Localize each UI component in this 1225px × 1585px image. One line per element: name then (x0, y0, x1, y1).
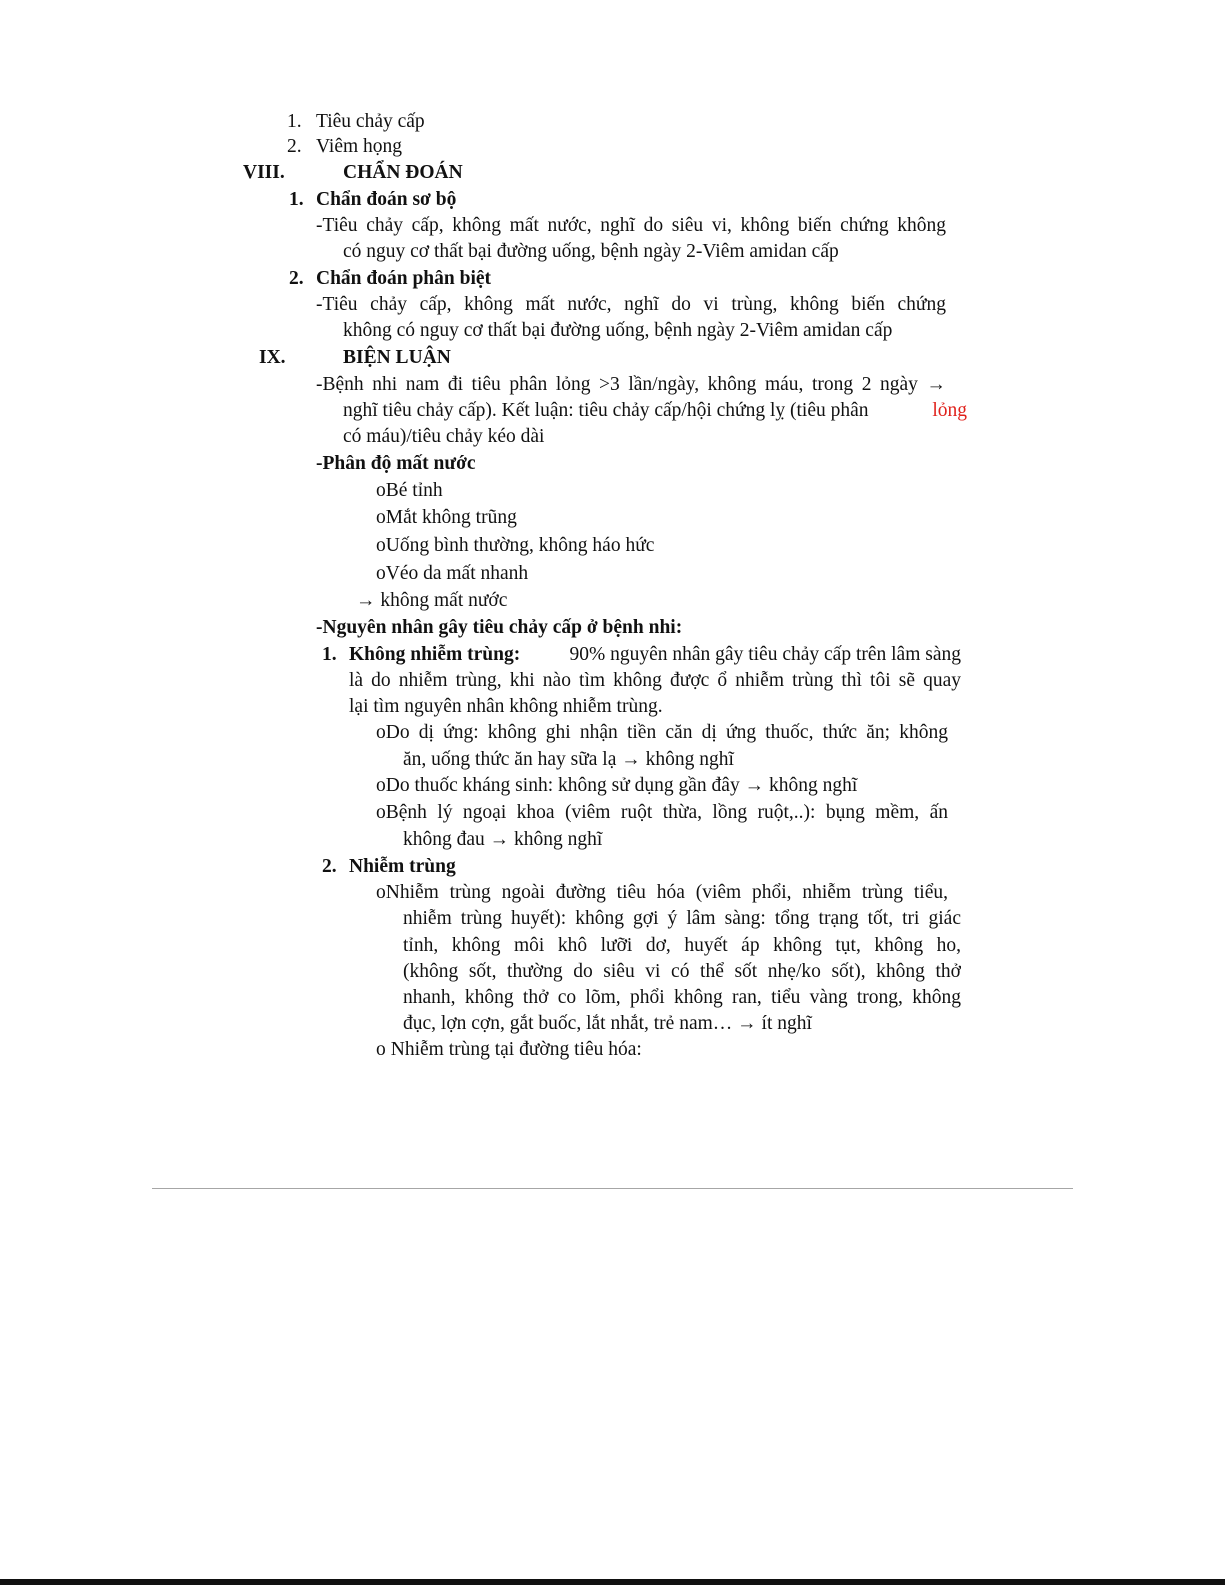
subsection-heading: Nhiễm trùng (349, 856, 456, 877)
paragraph-line: nhiễm trùng huyết): không gợi ý lâm sàng: tổng trạng tốt, tri giác (403, 908, 961, 929)
paragraph-line: đục, lợn cợn, gắt buốc, lắt nhắt, trẻ nam… → ít nghĩ (403, 1013, 812, 1034)
bullet-icon: o (376, 882, 386, 903)
conclusion-line: → không mất nước (356, 590, 508, 611)
bullet-item: o Nhiễm trùng ngoài đường tiêu hóa (viêm phổi, nhiễm trùng tiểu, (376, 882, 948, 903)
list-item: Viêm họng (316, 136, 403, 157)
bullet-icon: o (376, 722, 386, 743)
paragraph-line: -Tiêu chảy cấp, không mất nước, nghĩ do siêu vi, không biến chứng không (316, 215, 946, 236)
paragraph-heading: -Nguyên nhân gây tiêu chảy cấp ở bệnh nhi: (316, 617, 683, 638)
bullet-item: o Do dị ứng: không ghi nhận tiền căn dị ứng thuốc, thức ăn; không (376, 722, 948, 743)
list-number: 1. (287, 111, 302, 132)
paragraph-line: (không sốt, thường do siêu vi có thể sốt nhẹ/ko sốt), không thở (403, 961, 961, 982)
bottom-bar (0, 1579, 1225, 1585)
paragraph-line: lại tìm nguyên nhân không nhiễm trùng. (349, 696, 663, 717)
paragraph-line: -Bệnh nhi nam đi tiêu phân lỏng >3 lần/ngày, không máu, trong 2 ngày → (316, 374, 946, 395)
bullet-icon: o (376, 802, 386, 823)
page-divider (152, 1188, 1073, 1189)
paragraph-line: nhanh, không thở co lõm, phổi không ran, tiểu vàng trong, không (403, 987, 961, 1008)
paragraph-line: không có nguy cơ thất bại đường uống, bệnh ngày 2-Viêm amidan cấp (343, 320, 893, 341)
paragraph-line: có máu)/tiêu chảy kéo dài (343, 426, 545, 447)
section-heading: BIỆN LUẬN (343, 347, 451, 368)
bullet-item: oDo thuốc kháng sinh: không sử dụng gần đây → không nghĩ (376, 775, 858, 796)
paragraph-text: nghĩ tiêu chảy cấp). Kết luận: tiêu chảy cấp/hội chứng lỵ (tiêu phân (343, 400, 869, 421)
bullet-icon: o (376, 535, 386, 556)
paragraph-text: 90% nguyên nhân gây tiêu chảy cấp trên lâm sàng (569, 644, 961, 665)
section-heading: CHẨN ĐOÁN (343, 162, 463, 183)
bullet-icon: o (376, 507, 386, 528)
paragraph-line: là do nhiễm trùng, khi nào tìm không được ổ nhiễm trùng thì tôi sẽ quay (349, 670, 961, 691)
subsection-number: 2. (289, 268, 304, 289)
bold-lead: Không nhiễm trùng: (349, 644, 521, 665)
paragraph-line: -Tiêu chảy cấp, không mất nước, nghĩ do vi trùng, không biến chứng (316, 294, 946, 315)
bullet-icon: o (376, 563, 386, 584)
bullet-item: oUống bình thường, không háo hức (376, 535, 655, 556)
paragraph-line (343, 399, 967, 423)
bullet-item: o Bệnh lý ngoại khoa (viêm ruột thừa, lồng ruột,..): bụng mềm, ấn (376, 802, 948, 823)
list-item: Tiêu chảy cấp (316, 111, 425, 132)
paragraph-line: ăn, uống thức ăn hay sữa lạ → không nghĩ (403, 749, 734, 770)
paragraph-line: tỉnh, không môi khô lưỡi dơ, huyết áp không tụt, không ho, (403, 935, 961, 956)
bullet-icon: o (376, 775, 386, 796)
paragraph-heading: -Phân độ mất nước (316, 453, 476, 474)
paragraph-line: không đau → không nghĩ (403, 829, 603, 850)
highlight-text: lỏng (932, 400, 967, 421)
bullet-item: oMắt không trũng (376, 507, 517, 528)
list-number: 2. (287, 136, 302, 157)
bullet-item: oBé tỉnh (376, 480, 443, 501)
section-number: IX. (259, 347, 286, 368)
subsection-heading: Chẩn đoán phân biệt (316, 268, 492, 289)
subsection-number: 1. (289, 189, 304, 210)
bullet-icon: o (376, 480, 386, 501)
subsection-heading: Chẩn đoán sơ bộ (316, 189, 457, 210)
bullet-item: oVéo da mất nhanh (376, 563, 529, 584)
list-number: 2. (322, 856, 337, 877)
list-number: 1. (322, 644, 337, 665)
paragraph-line: có nguy cơ thất bại đường uống, bệnh ngày 2-Viêm amidan cấp (343, 241, 839, 262)
section-number: VIII. (243, 162, 285, 183)
bullet-icon: o (376, 1039, 386, 1060)
bullet-item: o Nhiễm trùng tại đường tiêu hóa: (376, 1039, 642, 1060)
paragraph-line (349, 643, 961, 667)
